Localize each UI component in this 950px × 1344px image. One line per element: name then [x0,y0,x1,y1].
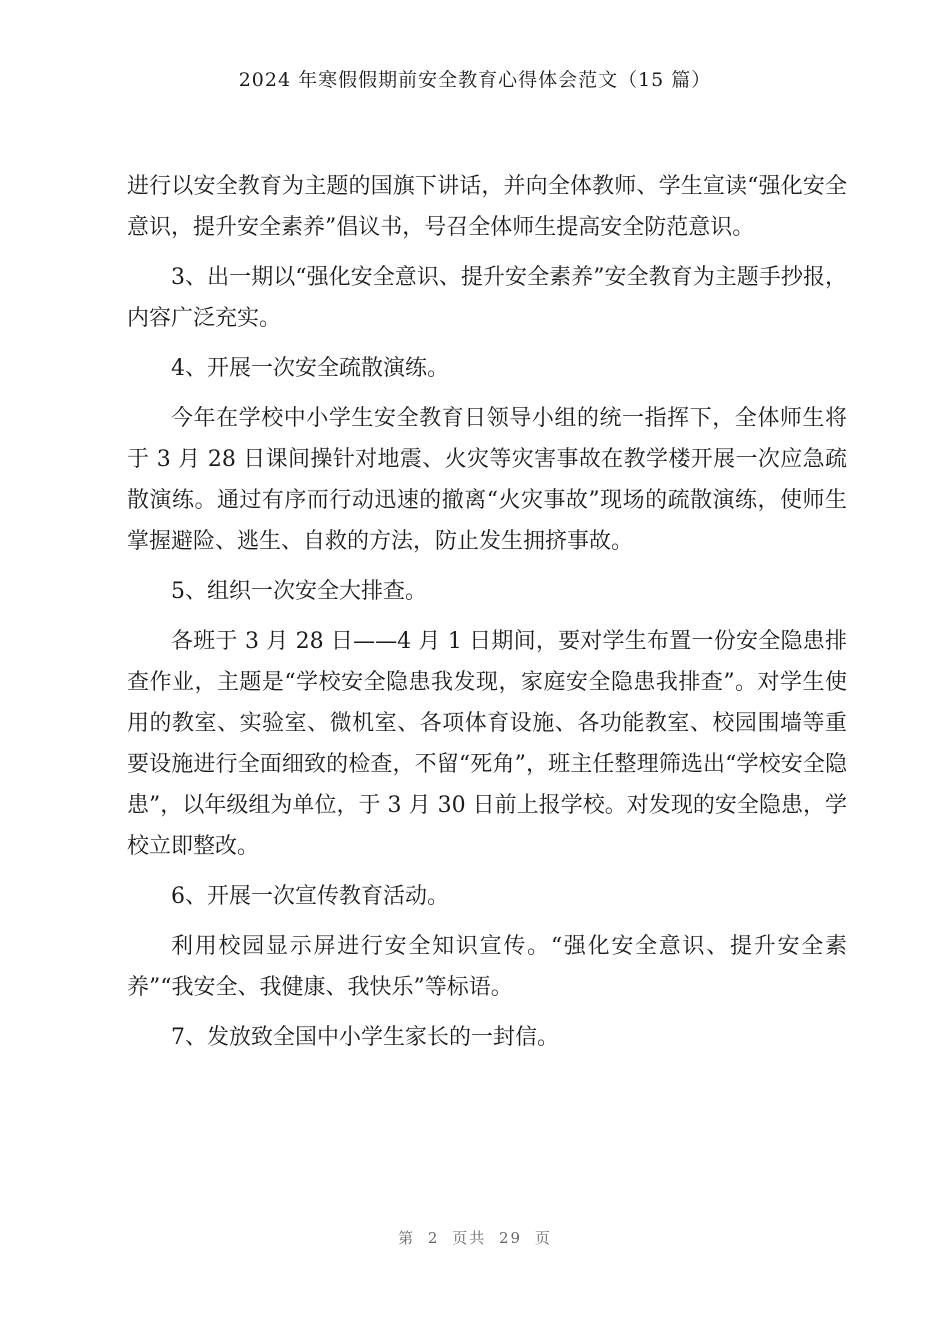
paragraph: 7、发放致全国中小学生家长的一封信。 [171,1025,559,1050]
paragraph: 5、组织一次安全大排查。 [171,579,427,604]
paragraph: 3、出一期以“强化安全意识、提升安全素养”安全教育为主题手抄报，内容广泛充实。 [127,265,847,331]
paragraph: 今年在学校中小学生安全教育日领导小组的统一指挥下，全体师生将于 3 月 28 日课间操针对地震、火灾等灾害事故在教学楼开展一次应急疏散演练。通过有序而行动迅速的撤离“火灾事故”现场的疏散演练，使师生掌握避险、逃生、自救的方法，防止发生拥挤事故。 [127,406,847,554]
page-number-footer: 第 2 页共 29 页 [398,1229,552,1247]
paragraph: 利用校园显示屏进行安全知识宣传。“强化安全意识、提升安全素养”“我安全、我健康、我快乐”等标语。 [127,934,847,1000]
document-body [127,166,847,1058]
document-title: 2024 年寒假假期前安全教育心得体会范文（15 篇） [238,69,712,91]
paragraph: 进行以安全教育为主题的国旗下讲话，并向全体教师、学生宣读“强化安全意识，提升安全素养”倡议书，号召全体师生提高安全防范意识。 [127,174,847,240]
paragraph: 各班于 3 月 28 日——4 月 1 日期间，要对学生布置一份安全隐患排查作业，主题是“学校安全隐患我发现，家庭安全隐患我排查”。对学生使用的教室、实验室、微机室、各项体育设施、各功能教室、校园围墙等重要设施进行全面细致的检查，不留“死角”，班主任整理筛选出“学校安全隐患”，以年级组为单位，于 3 月 30 日前上报学校。对发现的安全隐患，学校立即整改。 [127,629,847,859]
paragraph: 4、开展一次安全疏散演练。 [171,356,449,381]
paragraph: 6、开展一次宣传教育活动。 [171,884,449,909]
